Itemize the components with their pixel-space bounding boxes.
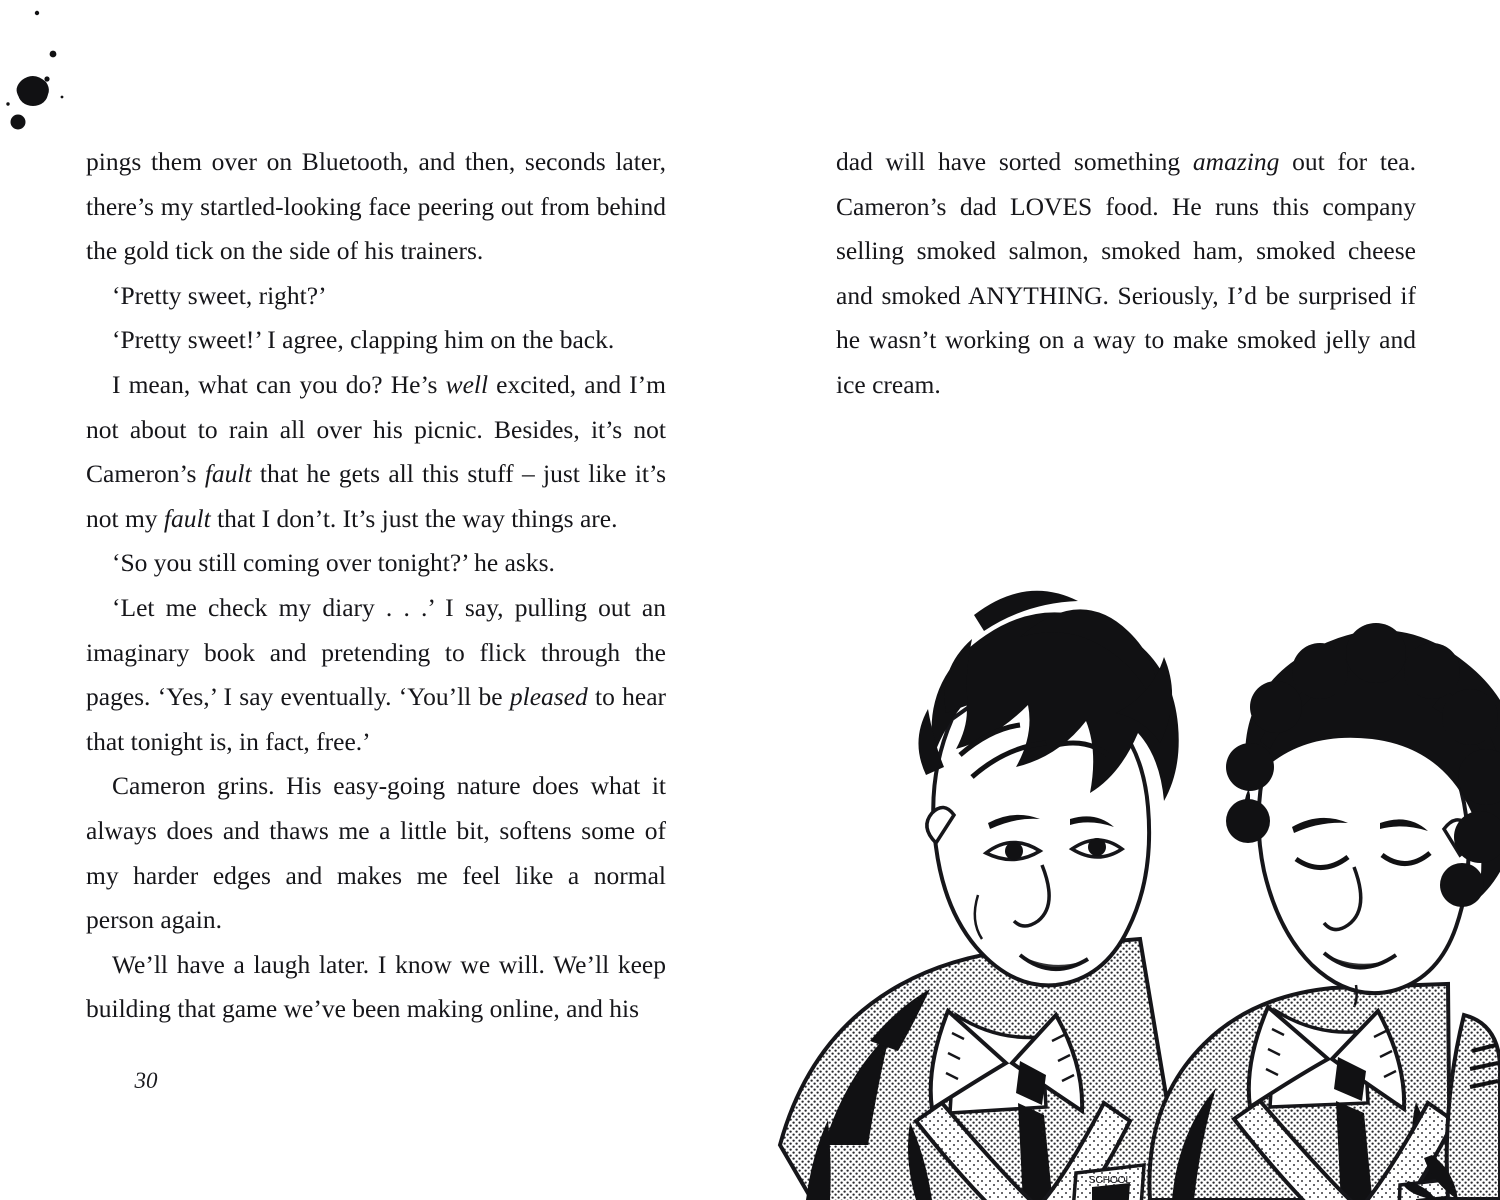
paragraph: pings them over on Bluetooth, and then, seconds later, there’s my startled-looking face peering out from behind the gold tick on the side of his trainers. [86, 147, 666, 266]
paragraph: ‘Let me check my diary . . .’ I say, pulling out an imaginary book and pretending to flick through the pages. ‘Yes,’ I say eventually. ‘You’ll be pleased to hear that tonight is, in fact, free.’ [86, 592, 667, 756]
ink-splatter-decoration [0, 0, 90, 140]
right-page-body-text [836, 140, 1416, 408]
svg-text:SCHOOL: SCHOOL [1088, 1175, 1132, 1186]
paragraph: Cameron grins. His easy-going nature does what it always does and thaws me a little bit, softens some of my harder edges and makes me feel like a normal person again. [86, 771, 666, 935]
page-number-value: 30 [134, 1067, 158, 1093]
paragraph: ‘So you still coming over tonight?’ he asks. [112, 548, 555, 578]
paragraph: We’ll have a laugh later. I know we will. We’ll keep building that game we’ve been making online, and his [86, 949, 666, 1024]
right-page [836, 140, 1416, 408]
paragraph: ‘Pretty sweet!’ I agree, clapping him on the back. [112, 325, 615, 355]
two-schoolboys-in-uniform-illustration [720, 455, 1500, 1200]
paragraph: I mean, what can you do? He’s well excited, and I’m not about to rain all over his picnic. Besides, it’s not Cameron’s fault that he gets all this stuff – just like it’s not my fault that I don’t. It’s just the way things are. [86, 369, 666, 533]
paragraph: ‘Pretty sweet, right?’ [112, 280, 327, 310]
left-page-body-text [86, 140, 666, 1032]
left-page [86, 140, 666, 1094]
page-number [86, 1068, 666, 1094]
paragraph: dad will have sorted something amazing out for tea. Cameron’s dad LOVES food. He runs this company selling smoked salmon, smoked ham, smoked cheese and smoked ANYTHING. Seriously, I’d be surprised if he wasn’t working on a way to make smoked jelly and ice cream. [836, 147, 1416, 399]
